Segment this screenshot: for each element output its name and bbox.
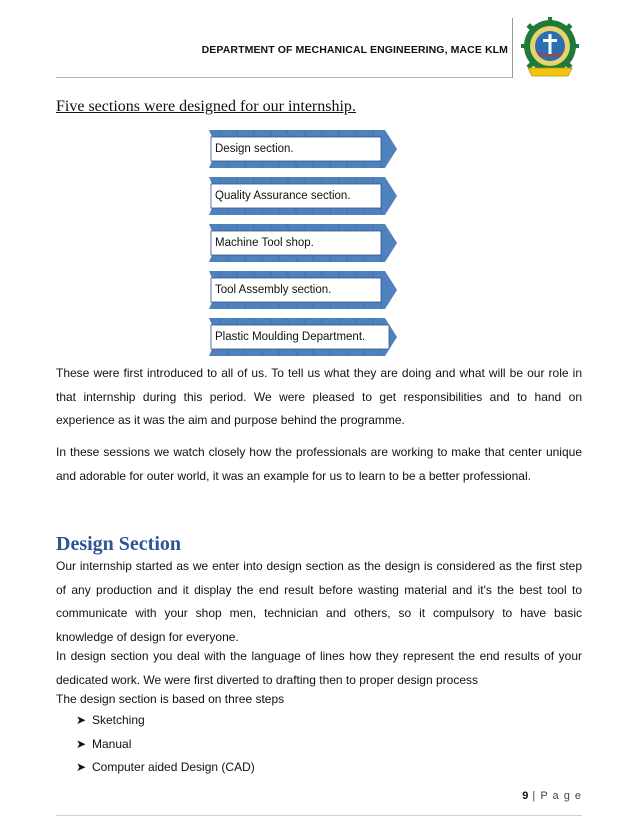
bullet-item: ➤ Computer aided Design (CAD) [76, 760, 255, 774]
arrow-bullet-icon: ➤ [76, 737, 87, 751]
header-rule [56, 77, 512, 78]
section-step-label: Machine Tool shop. [215, 237, 314, 249]
section-step-label: Design section. [215, 143, 294, 155]
section-step [209, 177, 397, 215]
bullet-item: ➤ Sketching [76, 713, 145, 727]
footer-rule [56, 815, 582, 816]
design-section-heading: Design Section [56, 533, 181, 555]
section-step-label: Tool Assembly section. [215, 284, 332, 296]
paragraph-design-lines: In design section you deal with the language of lines how they represent the end results of your dedicated work. We were first diverted to drafting then to proper design process [56, 649, 582, 687]
steps-intro: The design section is based on three steps [56, 692, 285, 706]
section-step [209, 224, 397, 262]
section-step [209, 130, 397, 168]
arrow-bullet-icon: ➤ [76, 760, 87, 774]
section-step-label: Quality Assurance section. [215, 190, 351, 202]
section-step-label: Plastic Moulding Department. [215, 331, 366, 343]
page-number: 9 [522, 790, 529, 802]
page-footer: 9 | P a g e [522, 790, 582, 802]
college-logo [518, 16, 582, 80]
paragraph-intro: These were first introduced to all of us. To tell us what they are doing and what will be our role in that internship during this period. We were pleased to get responsibilities and to hand on experience as it was the aim and purpose behind the programme. [56, 366, 582, 427]
section-step [209, 271, 397, 309]
page-label: P a g e [540, 790, 582, 802]
intro-heading: Five sections were designed for our internship. [56, 98, 356, 115]
bullet-item: ➤ Manual [76, 737, 132, 751]
gear-emblem [521, 17, 579, 75]
paragraph-design-intro: Our internship started as we enter into design section as the design is considered as the first step of any production and it display the end result before wasting material and it's the best tool to communicate with your shop men, technician and others, so it compulsory to have basic knowledge of design for everyone. [56, 559, 582, 644]
header-title: DEPARTMENT OF MECHANICAL ENGINEERING, MACE KLM [201, 44, 508, 56]
section-step [209, 318, 397, 356]
header-divider [512, 18, 513, 78]
arrow-bullet-icon: ➤ [76, 713, 87, 727]
paragraph-sessions: In these sessions we watch closely how the professionals are working to make that center unique and adorable for outer world, it was an example for us to learn to be a better professional. [56, 445, 582, 483]
logo-ribbon [528, 68, 572, 76]
